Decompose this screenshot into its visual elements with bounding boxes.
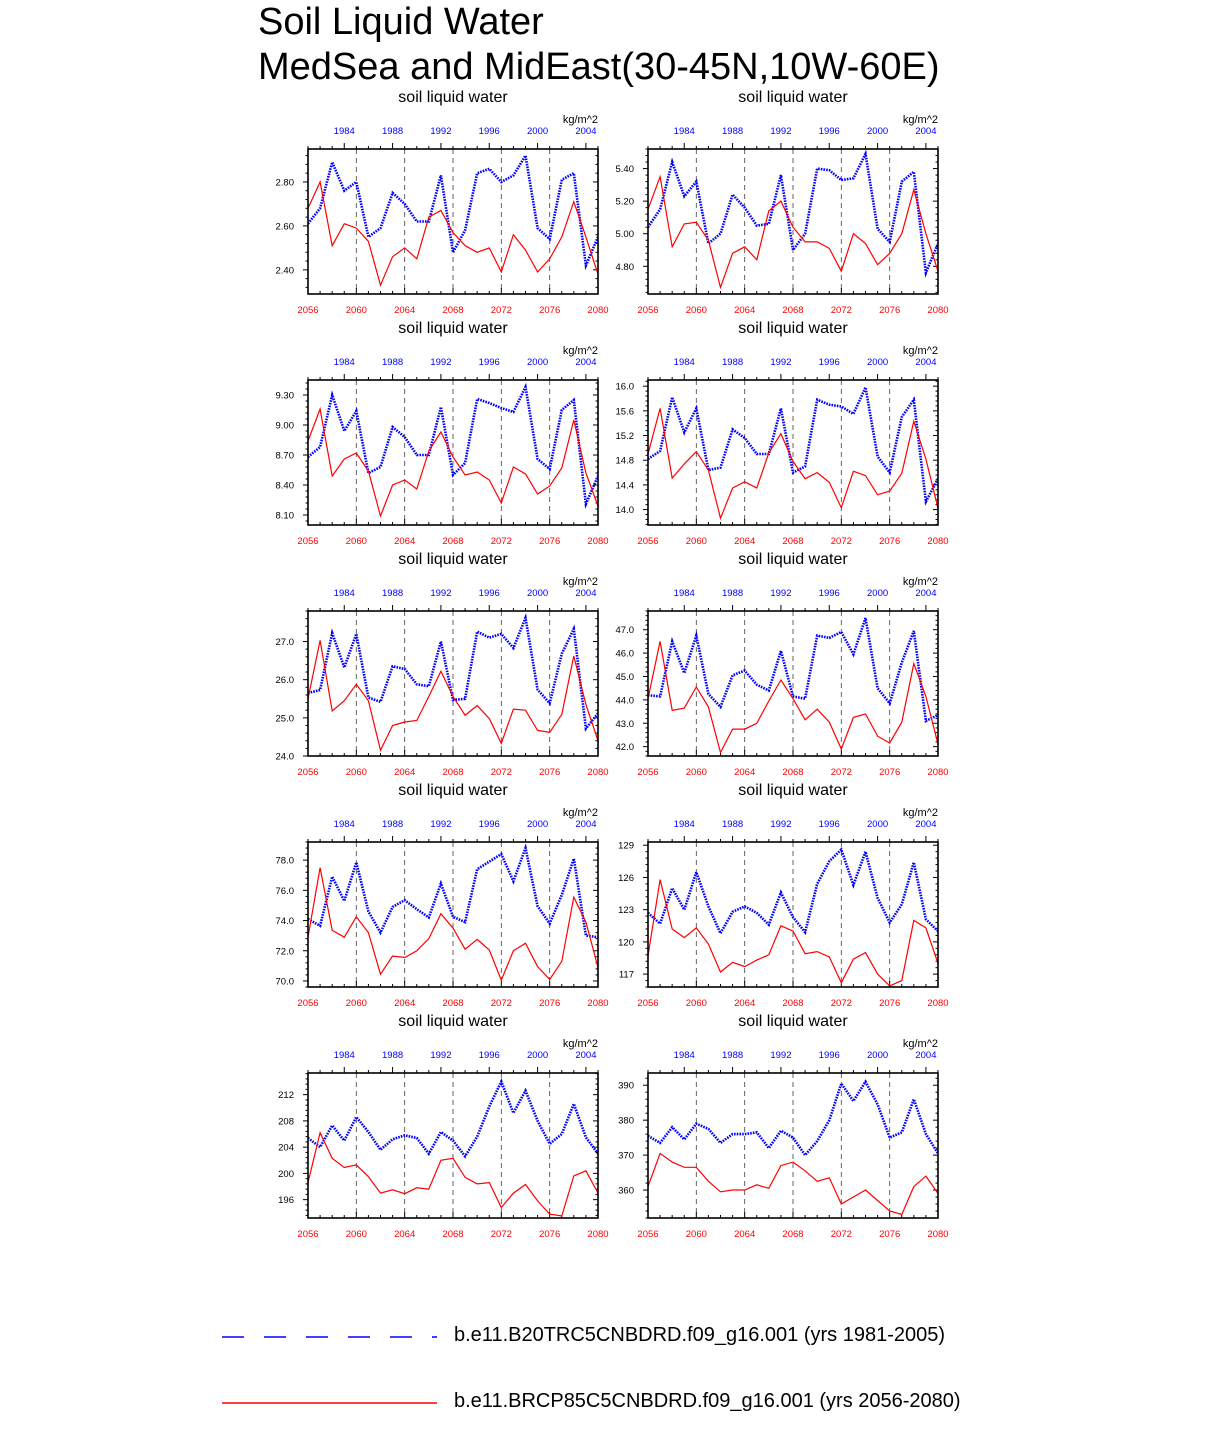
bottom-tick-label: 2080 bbox=[587, 1229, 609, 1240]
y-tick-label: 26.0 bbox=[275, 675, 294, 687]
bottom-tick-label: 2068 bbox=[442, 1229, 464, 1240]
top-tick-label: 1988 bbox=[722, 588, 744, 599]
y-tick-label: 204 bbox=[278, 1142, 294, 1154]
legend-label-future: b.e11.BRCP85C5CNBDRD.f09_g16.001 (yrs 2056-2080) bbox=[454, 1390, 961, 1412]
y-tick-label: 123 bbox=[618, 905, 634, 917]
units-label: kg/m^2 bbox=[562, 807, 598, 819]
top-tick-label: 1988 bbox=[382, 357, 404, 368]
bottom-tick-label: 2068 bbox=[782, 767, 804, 778]
top-tick-label: 1988 bbox=[382, 126, 404, 137]
y-tick-label: 2.60 bbox=[275, 221, 294, 233]
bottom-tick-label: 2072 bbox=[490, 305, 512, 316]
y-tick-label: 8.40 bbox=[275, 480, 294, 492]
bottom-tick-label: 2060 bbox=[345, 536, 367, 547]
y-tick-label: 25.0 bbox=[275, 713, 294, 725]
panel-title: soil liquid water bbox=[398, 551, 508, 568]
bottom-tick-label: 2072 bbox=[830, 1229, 852, 1240]
y-tick-label: 4.80 bbox=[615, 261, 634, 273]
bottom-tick-label: 2056 bbox=[297, 536, 319, 547]
top-tick-label: 2000 bbox=[527, 588, 549, 599]
top-tick-label: 1988 bbox=[382, 588, 404, 599]
bottom-tick-label: 2080 bbox=[587, 767, 609, 778]
top-tick-label: 1988 bbox=[722, 819, 744, 830]
panel-title: soil liquid water bbox=[738, 89, 848, 106]
y-tick-label: 16.0 bbox=[615, 381, 634, 393]
y-tick-label: 15.6 bbox=[615, 406, 634, 418]
y-tick-label: 208 bbox=[278, 1116, 294, 1128]
y-tick-label: 24.0 bbox=[275, 751, 294, 763]
chart-panel-7 bbox=[276, 782, 609, 1009]
legend-line-historical bbox=[222, 1322, 442, 1352]
top-tick-label: 1984 bbox=[673, 1050, 695, 1061]
bottom-tick-label: 2076 bbox=[539, 767, 561, 778]
bottom-tick-label: 2064 bbox=[734, 536, 756, 547]
top-tick-label: 1992 bbox=[430, 819, 452, 830]
panel-title: soil liquid water bbox=[738, 551, 848, 568]
top-tick-label: 2000 bbox=[527, 357, 549, 368]
bottom-tick-label: 2080 bbox=[927, 536, 949, 547]
top-tick-label: 2004 bbox=[915, 819, 937, 830]
top-tick-label: 2000 bbox=[867, 357, 889, 368]
bottom-tick-label: 2068 bbox=[442, 767, 464, 778]
chart-panel-10 bbox=[618, 1013, 948, 1240]
bottom-tick-label: 2064 bbox=[394, 305, 416, 316]
top-tick-label: 1988 bbox=[722, 126, 744, 137]
y-tick-label: 9.00 bbox=[275, 420, 294, 432]
bottom-tick-label: 2080 bbox=[927, 998, 949, 1009]
bottom-tick-label: 2072 bbox=[490, 767, 512, 778]
bottom-tick-label: 2060 bbox=[685, 767, 707, 778]
y-tick-label: 120 bbox=[618, 937, 634, 949]
y-tick-label: 45.0 bbox=[615, 671, 634, 683]
bottom-tick-label: 2064 bbox=[734, 1229, 756, 1240]
legend-label-historical: b.e11.B20TRC5CNBDRD.f09_g16.001 (yrs 1981-2005) bbox=[454, 1324, 946, 1346]
units-label: kg/m^2 bbox=[562, 114, 598, 126]
bottom-tick-label: 2076 bbox=[539, 305, 561, 316]
bottom-tick-label: 2080 bbox=[927, 767, 949, 778]
top-tick-label: 1992 bbox=[430, 126, 452, 137]
y-tick-label: 5.40 bbox=[615, 164, 634, 176]
top-tick-label: 2000 bbox=[527, 1050, 549, 1061]
legend-entry-future bbox=[222, 1388, 1022, 1418]
chart-panel-1 bbox=[276, 89, 609, 316]
bottom-tick-label: 2080 bbox=[927, 1229, 949, 1240]
top-tick-label: 1996 bbox=[478, 126, 500, 137]
top-tick-label: 2004 bbox=[915, 588, 937, 599]
bottom-tick-label: 2068 bbox=[782, 998, 804, 1009]
y-tick-label: 8.70 bbox=[275, 450, 294, 462]
y-tick-label: 46.0 bbox=[615, 648, 634, 660]
y-tick-label: 370 bbox=[618, 1150, 634, 1162]
bottom-tick-label: 2064 bbox=[394, 998, 416, 1009]
top-tick-label: 1996 bbox=[818, 1050, 840, 1061]
bottom-tick-label: 2068 bbox=[782, 305, 804, 316]
top-tick-label: 1992 bbox=[430, 588, 452, 599]
legend-entry-historical bbox=[222, 1322, 1022, 1352]
bottom-tick-label: 2080 bbox=[927, 305, 949, 316]
panel-title: soil liquid water bbox=[398, 320, 508, 337]
top-tick-label: 2004 bbox=[575, 126, 597, 137]
bottom-tick-label: 2076 bbox=[879, 998, 901, 1009]
bottom-tick-label: 2060 bbox=[685, 998, 707, 1009]
bottom-tick-label: 2068 bbox=[782, 536, 804, 547]
y-tick-label: 43.0 bbox=[615, 718, 634, 730]
top-tick-label: 2000 bbox=[867, 588, 889, 599]
bottom-tick-label: 2076 bbox=[539, 1229, 561, 1240]
top-tick-label: 2004 bbox=[915, 357, 937, 368]
y-tick-label: 47.0 bbox=[615, 625, 634, 637]
y-tick-label: 15.2 bbox=[615, 431, 634, 443]
top-tick-label: 1988 bbox=[382, 1050, 404, 1061]
top-tick-label: 2004 bbox=[575, 588, 597, 599]
top-tick-label: 1992 bbox=[770, 357, 792, 368]
units-label: kg/m^2 bbox=[562, 345, 598, 357]
top-tick-label: 2000 bbox=[867, 126, 889, 137]
bottom-tick-label: 2064 bbox=[734, 305, 756, 316]
bottom-tick-label: 2080 bbox=[587, 305, 609, 316]
y-tick-label: 14.4 bbox=[615, 480, 634, 492]
top-tick-label: 1996 bbox=[818, 819, 840, 830]
y-tick-label: 14.0 bbox=[615, 505, 634, 517]
top-tick-label: 1984 bbox=[673, 819, 695, 830]
panel-title: soil liquid water bbox=[398, 782, 508, 799]
bottom-tick-label: 2056 bbox=[637, 998, 659, 1009]
y-tick-label: 360 bbox=[618, 1185, 634, 1197]
bottom-tick-label: 2076 bbox=[539, 536, 561, 547]
bottom-tick-label: 2056 bbox=[297, 767, 319, 778]
units-label: kg/m^2 bbox=[902, 807, 938, 819]
y-tick-label: 380 bbox=[618, 1115, 634, 1127]
bottom-tick-label: 2076 bbox=[879, 767, 901, 778]
y-tick-label: 196 bbox=[278, 1195, 294, 1207]
top-tick-label: 1996 bbox=[478, 1050, 500, 1061]
panel-title: soil liquid water bbox=[398, 89, 508, 106]
units-label: kg/m^2 bbox=[902, 576, 938, 588]
top-tick-label: 2004 bbox=[575, 1050, 597, 1061]
top-tick-label: 1996 bbox=[478, 819, 500, 830]
y-tick-label: 200 bbox=[278, 1168, 294, 1180]
figure-subtitle: MedSea and MidEast(30-45N,10W-60E) bbox=[258, 46, 940, 88]
bottom-tick-label: 2080 bbox=[587, 998, 609, 1009]
top-tick-label: 1988 bbox=[722, 1050, 744, 1061]
bottom-tick-label: 2056 bbox=[297, 1229, 319, 1240]
top-tick-label: 2000 bbox=[527, 819, 549, 830]
top-tick-label: 2004 bbox=[575, 357, 597, 368]
top-tick-label: 2000 bbox=[867, 819, 889, 830]
bottom-tick-label: 2056 bbox=[297, 305, 319, 316]
chart-panel-8 bbox=[618, 782, 948, 1009]
top-tick-label: 1988 bbox=[722, 357, 744, 368]
bottom-tick-label: 2056 bbox=[637, 305, 659, 316]
y-tick-label: 2.40 bbox=[275, 265, 294, 277]
bottom-tick-label: 2064 bbox=[734, 767, 756, 778]
bottom-tick-label: 2068 bbox=[442, 998, 464, 1009]
chart-panel-4 bbox=[616, 320, 949, 547]
top-tick-label: 1996 bbox=[818, 357, 840, 368]
bottom-tick-label: 2072 bbox=[490, 1229, 512, 1240]
chart-panel-2 bbox=[616, 89, 949, 316]
bottom-tick-label: 2080 bbox=[587, 536, 609, 547]
bottom-tick-label: 2072 bbox=[490, 998, 512, 1009]
legend-line-future bbox=[222, 1388, 442, 1418]
y-tick-label: 2.80 bbox=[275, 177, 294, 189]
bottom-tick-label: 2056 bbox=[297, 998, 319, 1009]
top-tick-label: 1984 bbox=[333, 126, 355, 137]
y-tick-label: 42.0 bbox=[615, 742, 634, 754]
bottom-tick-label: 2068 bbox=[442, 536, 464, 547]
top-tick-label: 1984 bbox=[333, 588, 355, 599]
bottom-tick-label: 2056 bbox=[637, 767, 659, 778]
panel-title: soil liquid water bbox=[738, 782, 848, 799]
top-tick-label: 1984 bbox=[333, 1050, 355, 1061]
top-tick-label: 1984 bbox=[673, 357, 695, 368]
bottom-tick-label: 2072 bbox=[830, 998, 852, 1009]
top-tick-label: 2000 bbox=[527, 126, 549, 137]
panel-title: soil liquid water bbox=[738, 320, 848, 337]
units-label: kg/m^2 bbox=[902, 345, 938, 357]
top-tick-label: 1988 bbox=[382, 819, 404, 830]
y-tick-label: 9.30 bbox=[275, 390, 294, 402]
bottom-tick-label: 2076 bbox=[879, 1229, 901, 1240]
chart-panel-9 bbox=[278, 1013, 608, 1240]
bottom-tick-label: 2068 bbox=[442, 305, 464, 316]
units-label: kg/m^2 bbox=[902, 114, 938, 126]
bottom-tick-label: 2072 bbox=[490, 536, 512, 547]
top-tick-label: 1984 bbox=[673, 588, 695, 599]
y-tick-label: 74.0 bbox=[275, 916, 294, 928]
top-tick-label: 1992 bbox=[770, 819, 792, 830]
top-tick-label: 1996 bbox=[818, 588, 840, 599]
units-label: kg/m^2 bbox=[562, 1038, 598, 1050]
bottom-tick-label: 2056 bbox=[637, 536, 659, 547]
y-tick-label: 72.0 bbox=[275, 946, 294, 958]
bottom-tick-label: 2060 bbox=[345, 1229, 367, 1240]
chart-panel-6 bbox=[616, 551, 949, 778]
bottom-tick-label: 2060 bbox=[345, 305, 367, 316]
y-tick-label: 14.8 bbox=[615, 455, 634, 467]
top-tick-label: 2004 bbox=[915, 1050, 937, 1061]
bottom-tick-label: 2056 bbox=[637, 1229, 659, 1240]
y-tick-label: 126 bbox=[618, 872, 634, 884]
y-tick-label: 27.0 bbox=[275, 637, 294, 649]
top-tick-label: 1992 bbox=[770, 588, 792, 599]
bottom-tick-label: 2064 bbox=[394, 536, 416, 547]
panel-title: soil liquid water bbox=[738, 1013, 848, 1030]
top-tick-label: 2004 bbox=[915, 126, 937, 137]
y-tick-label: 5.20 bbox=[615, 196, 634, 208]
top-tick-label: 1992 bbox=[770, 1050, 792, 1061]
top-tick-label: 1996 bbox=[818, 126, 840, 137]
bottom-tick-label: 2060 bbox=[345, 767, 367, 778]
y-tick-label: 76.0 bbox=[275, 885, 294, 897]
y-tick-label: 70.0 bbox=[275, 976, 294, 988]
bottom-tick-label: 2072 bbox=[830, 305, 852, 316]
y-tick-label: 390 bbox=[618, 1080, 634, 1092]
bottom-tick-label: 2060 bbox=[685, 305, 707, 316]
y-tick-label: 78.0 bbox=[275, 855, 294, 867]
bottom-tick-label: 2064 bbox=[734, 998, 756, 1009]
figure-title: Soil Liquid Water bbox=[258, 1, 544, 43]
bottom-tick-label: 2064 bbox=[394, 767, 416, 778]
bottom-tick-label: 2060 bbox=[345, 998, 367, 1009]
y-tick-label: 8.10 bbox=[275, 510, 294, 522]
y-tick-label: 117 bbox=[618, 969, 634, 981]
bottom-tick-label: 2072 bbox=[830, 767, 852, 778]
y-tick-label: 129 bbox=[618, 840, 634, 852]
bottom-tick-label: 2060 bbox=[685, 1229, 707, 1240]
top-tick-label: 1992 bbox=[430, 357, 452, 368]
y-tick-label: 212 bbox=[278, 1090, 294, 1102]
bottom-tick-label: 2076 bbox=[539, 998, 561, 1009]
top-tick-label: 1984 bbox=[333, 357, 355, 368]
y-tick-label: 44.0 bbox=[615, 695, 634, 707]
bottom-tick-label: 2076 bbox=[879, 536, 901, 547]
units-label: kg/m^2 bbox=[562, 576, 598, 588]
top-tick-label: 1984 bbox=[673, 126, 695, 137]
panel-title: soil liquid water bbox=[398, 1013, 508, 1030]
units-label: kg/m^2 bbox=[902, 1038, 938, 1050]
top-tick-label: 1996 bbox=[478, 357, 500, 368]
top-tick-label: 2000 bbox=[867, 1050, 889, 1061]
bottom-tick-label: 2068 bbox=[782, 1229, 804, 1240]
top-tick-label: 2004 bbox=[575, 819, 597, 830]
chart-panel-3 bbox=[276, 320, 609, 547]
bottom-tick-label: 2076 bbox=[879, 305, 901, 316]
top-tick-label: 1992 bbox=[770, 126, 792, 137]
bottom-tick-label: 2072 bbox=[830, 536, 852, 547]
bottom-tick-label: 2064 bbox=[394, 1229, 416, 1240]
top-tick-label: 1992 bbox=[430, 1050, 452, 1061]
chart-panel-5 bbox=[276, 551, 609, 778]
y-tick-label: 5.00 bbox=[615, 229, 634, 241]
bottom-tick-label: 2060 bbox=[685, 536, 707, 547]
top-tick-label: 1984 bbox=[333, 819, 355, 830]
top-tick-label: 1996 bbox=[478, 588, 500, 599]
